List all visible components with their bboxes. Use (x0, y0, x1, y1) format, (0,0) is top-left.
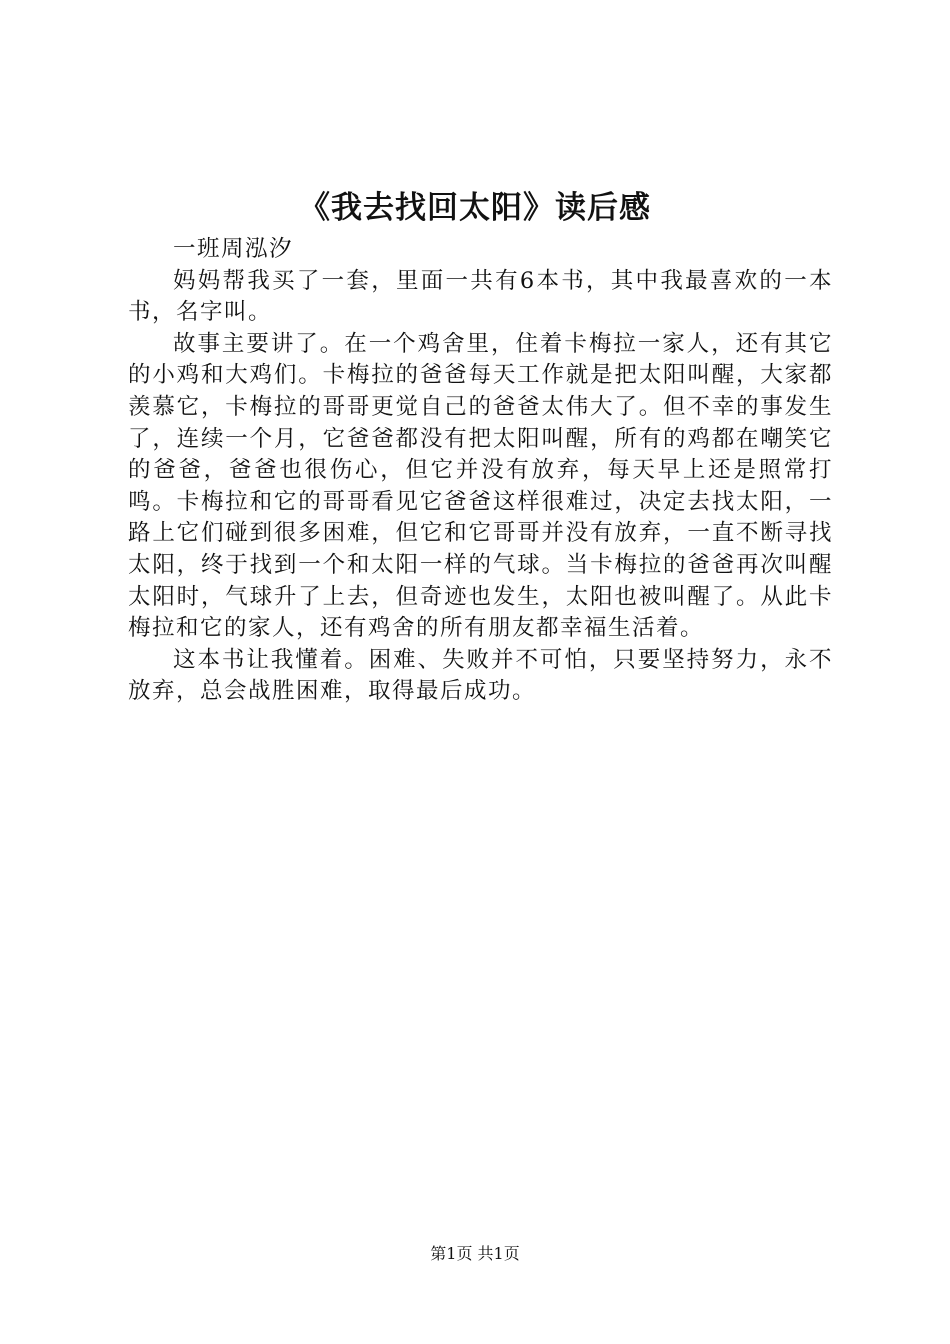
paragraph-3: 这本书让我懂着。困难、失败并不可怕，只要坚持努力，永不放弃，总会战胜困难，取得最后成功。 (128, 646, 833, 705)
paragraph-2: 故事主要讲了。在一个鸡舍里，住着卡梅拉一家人，还有其它的小鸡和大鸡们。卡梅拉的爸爸每天工作就是把太阳叫醒，大家都羡慕它，卡梅拉的哥哥更觉自己的爸爸太伟大了。但不幸的事发生了，连续一个月，它爸爸都没有把太阳叫醒，所有的鸡都在嘲笑它的爸爸，爸爸也很伤心，但它并没有放弃，每天早上还是照常打鸣。卡梅拉和它的哥哥看见它爸爸这样很难过，决定去找太阳，一路上它们碰到很多困难，但它和它哥哥并没有放弃，一直不断寻找太阳，终于找到一个和太阳一样的气球。当卡梅拉的爸爸再次叫醒太阳时，气球升了上去，但奇迹也发生，太阳也被叫醒了。从此卡梅拉和它的家人，还有鸡舍的所有朋友都幸福生活着。 (128, 330, 833, 642)
page-footer: 第1页 共1页 (430, 1244, 520, 1263)
document-body (128, 234, 833, 708)
author-line: 一班周泓汐 (173, 236, 294, 262)
paragraph-1: 妈妈帮我买了一套，里面一共有6本书，其中我最喜欢的一本书，名字叫。 (128, 267, 833, 326)
document-title: 《我去找回太阳》读后感 (299, 190, 651, 226)
